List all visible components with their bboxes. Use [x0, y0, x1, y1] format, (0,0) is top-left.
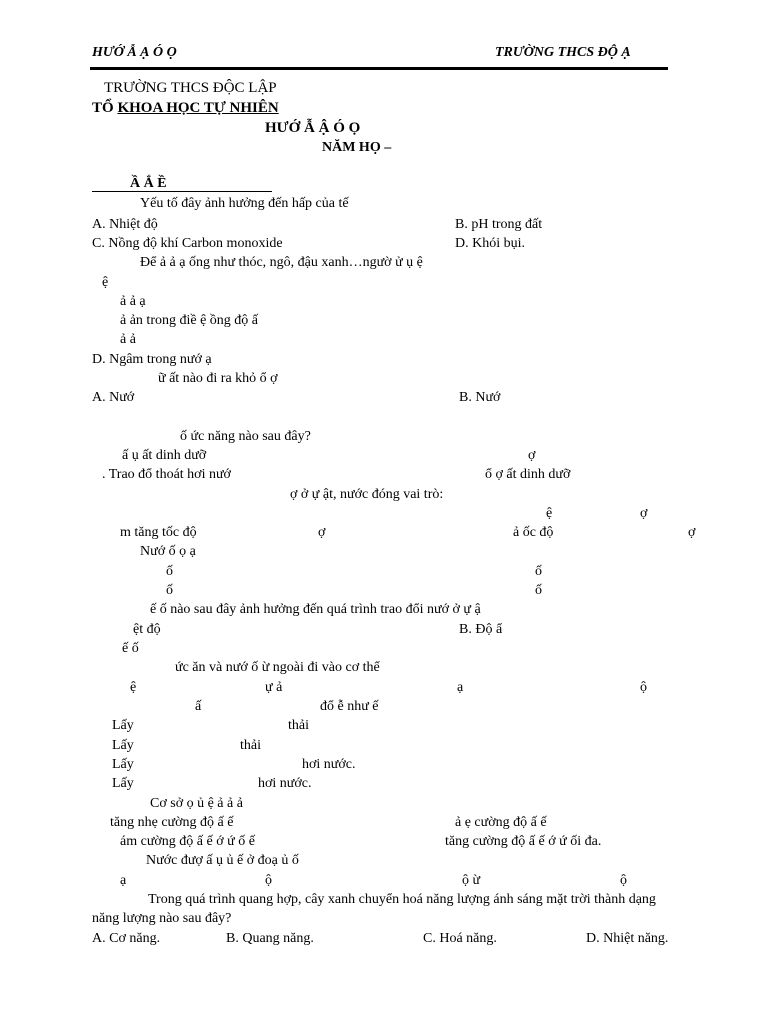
- text-line: ộ ừ: [462, 873, 481, 888]
- text-line: ợ: [640, 506, 648, 521]
- department-prefix: TỔ: [92, 100, 118, 116]
- document-title: HƯỚ Ẫ Ậ Ó Ọ: [265, 120, 361, 136]
- school-name: TRƯỜNG THCS ĐỘC LẬP: [104, 80, 277, 96]
- text-line: ạ: [120, 873, 127, 888]
- text-line: ố: [535, 564, 542, 579]
- text-line: ữ ất nào đi ra khỏ ổ ợ: [158, 371, 278, 386]
- text-line: ộ: [265, 873, 272, 888]
- text-line: ám cường độ ấ ế ớ ứ ố ế: [120, 834, 255, 849]
- text-line: ả ẹ cường độ ấ ế: [455, 815, 547, 830]
- text-line: ấ: [195, 699, 202, 714]
- text-line: m tăng tốc độ: [120, 525, 197, 540]
- text-line: Lấy: [112, 757, 134, 772]
- text-line: ả ốc độ: [513, 525, 554, 540]
- text-line: ế ố nào sau đây ảnh hưởng đến quá trình trao đổi nướ ở ự ậ: [150, 602, 481, 617]
- text-line: hơi nước.: [258, 776, 312, 791]
- section-title: Ầ Ắ Ề: [130, 176, 167, 191]
- text-line: B. Độ ẩ: [459, 622, 503, 637]
- text-line: A. Nhiệt độ: [92, 217, 158, 232]
- text-line: . Trao đổ thoát hơi nướ: [102, 467, 231, 482]
- section-underline: [92, 191, 272, 192]
- text-line: C. Hoá năng.: [423, 931, 497, 946]
- text-line: Nướ ố ọ ạ: [140, 544, 196, 559]
- text-line: ệ: [130, 680, 137, 695]
- text-line: thải: [240, 738, 261, 753]
- text-line: ấ ụ ất dinh dưỡ: [122, 448, 207, 463]
- text-line: Cơ sở ọ ủ ệ ả ả ả: [150, 796, 243, 811]
- text-line: C. Nồng độ khí Carbon monoxide: [92, 236, 283, 251]
- text-line: B. Quang năng.: [226, 931, 314, 946]
- header-left: HƯỚ Ẫ Ạ Ó Ọ: [92, 45, 177, 60]
- text-line: Để ả ả ạ ống như thóc, ngô, đậu xanh…ngườ ử ụ ệ: [140, 255, 423, 270]
- text-line: Nước đượ ấ ụ ủ ế ở đoạ ủ ố: [146, 853, 299, 868]
- text-line: ộ: [640, 680, 647, 695]
- text-line: thải: [288, 718, 309, 733]
- text-line: năng lượng nào sau đây?: [92, 911, 232, 926]
- text-line: ợ ở ự ật, nước đóng vai trò:: [290, 487, 444, 502]
- text-line: ệ: [546, 506, 553, 521]
- text-line: ế ố: [122, 641, 139, 656]
- text-line: ố: [166, 583, 173, 598]
- text-line: ả ả: [120, 332, 136, 347]
- text-line: B. Nướ: [459, 390, 501, 405]
- department: [92, 100, 279, 117]
- text-line: Trong quá trình quang hợp, cây xanh chuyển hoá năng lượng ánh sáng mặt trời thành dạng: [148, 892, 656, 907]
- text-line: hơi nước.: [302, 757, 356, 772]
- text-line: ả ản trong điề ệ ồng độ ấ: [120, 313, 259, 328]
- text-line: Lấy: [112, 738, 134, 753]
- text-line: ả ả ạ: [120, 294, 146, 309]
- text-line: Lấy: [112, 776, 134, 791]
- text-line: D. Nhiệt năng.: [586, 931, 669, 946]
- text-line: ệt độ: [133, 622, 161, 637]
- text-line: ệ: [102, 275, 109, 290]
- text-line: ố ức năng nào sau đây?: [180, 429, 311, 444]
- text-line: Lấy: [112, 718, 134, 733]
- text-line: ộ: [620, 873, 627, 888]
- text-line: B. pH trong đất: [455, 217, 543, 232]
- header-rule: [90, 67, 668, 70]
- text-line: tăng cường độ ấ ế ớ ứ ối đa.: [445, 834, 602, 849]
- text-line: D. Ngâm trong nướ ạ: [92, 352, 212, 367]
- text-line: đổ ễ như ế: [320, 699, 379, 714]
- text-line: Yếu tố đây ảnh hưởng đến hấp của tế: [140, 196, 349, 211]
- text-line: ố: [535, 583, 542, 598]
- text-line: ức ăn và nướ ố ừ ngoài đi vào cơ thể: [175, 660, 380, 675]
- text-line: ợ: [688, 525, 696, 540]
- text-line: ợ: [528, 448, 536, 463]
- text-line: ạ: [457, 680, 464, 695]
- text-line: tăng nhẹ cường độ ấ ế: [110, 815, 234, 830]
- text-line: ổ ợ ất dinh dưỡ: [485, 467, 571, 482]
- text-line: ợ: [318, 525, 326, 540]
- school-year: NĂM HỌ –: [322, 140, 392, 155]
- text-line: D. Khói bụi.: [455, 236, 525, 251]
- text-line: ố: [166, 564, 173, 579]
- text-line: A. Nướ: [92, 390, 135, 405]
- header-right: TRƯỜNG THCS ĐỘ Ạ: [495, 45, 631, 60]
- text-line: A. Cơ năng.: [92, 931, 161, 946]
- text-line: ự ả: [265, 680, 283, 695]
- department-name: KHOA HỌC TỰ NHIÊN: [117, 100, 279, 116]
